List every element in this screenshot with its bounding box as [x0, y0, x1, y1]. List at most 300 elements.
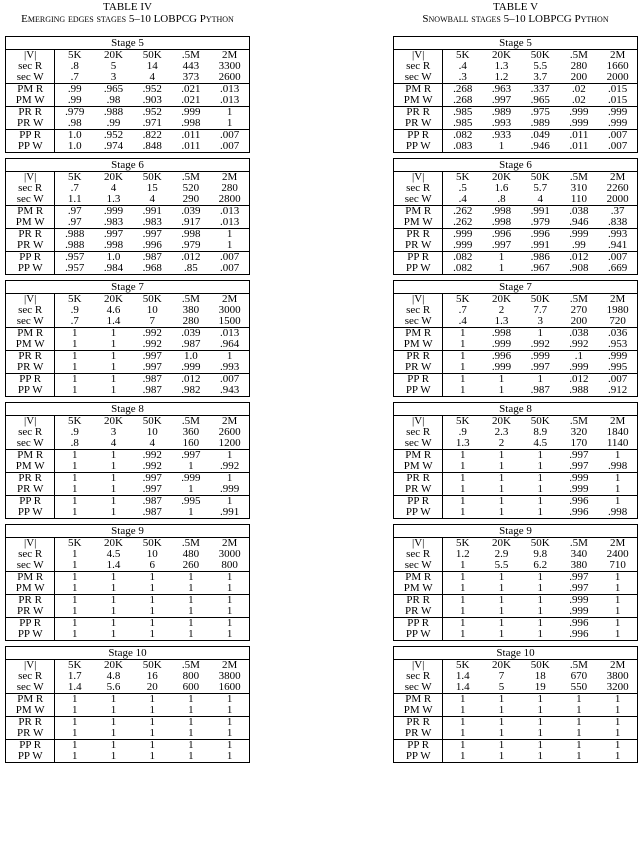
table-cell: 340	[570, 549, 588, 560]
table-cell: 1	[72, 385, 78, 396]
row-label: PP W	[6, 507, 55, 518]
column-header: .5M	[569, 172, 588, 183]
table-cell: 1	[498, 496, 505, 507]
table-row	[6, 72, 249, 83]
table-iv-caption: Emerging edges stages 5–10 LOBPCG Python	[21, 13, 234, 25]
table-cell: .8	[497, 194, 506, 205]
table-cell: 1	[188, 606, 194, 617]
table-cell: 1	[537, 507, 543, 518]
column-header: 5K	[68, 660, 82, 671]
table-cell: 1	[149, 705, 155, 716]
table-cell: 1	[149, 618, 155, 629]
table-cell: 1	[110, 705, 117, 716]
table-cell: 4	[149, 72, 155, 83]
header-row	[394, 172, 637, 183]
table-cell: 1	[498, 461, 505, 472]
table-cell: .997	[103, 229, 124, 240]
table-cell: .268	[453, 84, 473, 95]
table-cell: 1	[226, 595, 233, 606]
column-header: 20K	[104, 172, 123, 183]
table-cell: .082	[453, 263, 473, 274]
table-cell: .997	[181, 450, 201, 461]
table-cell: 1	[614, 450, 621, 461]
table-cell: 1	[110, 572, 117, 583]
row-label: PR R	[6, 107, 55, 118]
column-header: .5M	[569, 50, 588, 61]
row-group	[6, 106, 249, 129]
row-label-header: |V|	[394, 172, 443, 183]
row-label: PM W	[394, 217, 443, 228]
row-label: PM W	[6, 583, 55, 594]
header-row	[394, 50, 637, 61]
table-row	[6, 618, 249, 629]
table-cell: 1	[149, 606, 155, 617]
table-cell: .984	[103, 263, 124, 274]
table-cell: .996	[491, 351, 512, 362]
table-cell: .997	[142, 473, 162, 484]
table-cell: .965	[103, 84, 124, 95]
table-cell: 1	[460, 595, 466, 606]
table-cell: 1	[614, 705, 621, 716]
row-label: PR R	[394, 473, 443, 484]
column-header: 2M	[610, 50, 626, 61]
table-cell: .988	[103, 107, 124, 118]
row-group	[6, 61, 249, 83]
table-cell: .99	[106, 118, 121, 129]
table-row	[394, 595, 637, 606]
table-cell: .7	[70, 183, 79, 194]
table-cell: .933	[491, 130, 512, 141]
table-cell: .021	[181, 84, 201, 95]
column-header: 2M	[222, 50, 238, 61]
table-cell: 1.2	[494, 72, 509, 83]
column-header: 20K	[492, 50, 511, 61]
table-cell: 1	[110, 740, 117, 751]
table-cell: .993	[220, 362, 240, 373]
row-group	[6, 350, 249, 373]
table-cell: 1840	[606, 427, 629, 438]
column-header: .5M	[569, 660, 588, 671]
column-header: .5M	[181, 294, 200, 305]
table-cell: 1	[614, 629, 621, 640]
table-cell: 3000	[218, 305, 241, 316]
table-cell: 16	[146, 671, 158, 682]
column-header: 50K	[530, 660, 550, 671]
row-label: PM R	[394, 206, 443, 217]
row-label: sec R	[6, 305, 55, 316]
table-cell: 200	[570, 72, 588, 83]
table-cell: 1	[460, 473, 466, 484]
column-header: .5M	[181, 416, 200, 427]
row-label: PM W	[394, 583, 443, 594]
table-row	[6, 606, 249, 617]
row-label: sec R	[394, 427, 443, 438]
table-cell: .039	[181, 328, 201, 339]
table-cell: .98	[67, 118, 82, 129]
table-cell: .998	[181, 118, 201, 129]
row-label: sec R	[6, 427, 55, 438]
table-cell: .838	[608, 217, 628, 228]
table-cell: .007	[220, 141, 240, 152]
table-cell: 1	[576, 740, 582, 751]
table-cell: .998	[491, 217, 512, 228]
table-cell: 1	[72, 461, 78, 472]
table-row	[6, 717, 249, 728]
row-label: PR W	[394, 728, 443, 739]
table-cell: 1	[498, 450, 505, 461]
table-cell: 1.6	[494, 183, 509, 194]
table-cell: .987	[142, 496, 162, 507]
table-cell: .957	[65, 252, 85, 263]
table-cell: 1.3	[455, 438, 470, 449]
row-label-header: |V|	[6, 660, 55, 671]
table-row	[6, 183, 249, 194]
column-header: 2M	[222, 416, 238, 427]
table-row	[6, 450, 249, 461]
column-header: 20K	[104, 416, 123, 427]
table-cell: 1	[460, 496, 466, 507]
table-cell: 480	[182, 549, 200, 560]
table-cell: 2	[498, 305, 505, 316]
table-cell: 1	[537, 618, 543, 629]
table-cell: .049	[530, 130, 550, 141]
table-cell: 1	[614, 484, 621, 495]
table-cell: 170	[570, 438, 588, 449]
table-cell: .848	[142, 141, 162, 152]
table-row	[394, 629, 637, 640]
table-row	[394, 95, 637, 106]
table-cell: 1	[226, 583, 233, 594]
table-row	[6, 84, 249, 95]
table-cell: .012	[569, 374, 589, 385]
column-header: 20K	[492, 416, 511, 427]
table-cell: 1	[498, 717, 505, 728]
table-cell: 1	[226, 618, 233, 629]
table-row	[6, 61, 249, 72]
column-header: .5M	[569, 538, 588, 549]
stage-title: Stage 8	[394, 403, 637, 416]
table-cell: 1	[537, 583, 543, 594]
row-group	[394, 472, 637, 495]
column-header: 2M	[222, 294, 238, 305]
row-group	[6, 183, 249, 205]
table-cell: 800	[221, 560, 238, 571]
table-cell: .021	[181, 95, 201, 106]
table-cell: 1	[498, 583, 505, 594]
table-cell: .989	[491, 107, 512, 118]
table-cell: 1	[460, 450, 466, 461]
table-cell: 6.2	[533, 560, 548, 571]
table-row	[394, 141, 637, 152]
table-cell: .987	[530, 385, 550, 396]
table-row	[6, 229, 249, 240]
table-cell: .952	[142, 107, 162, 118]
table-v-title: TABLE V	[492, 1, 539, 13]
table-cell: 1	[460, 362, 466, 373]
table-row	[394, 549, 637, 560]
table-row	[394, 217, 637, 228]
table-cell: 9.8	[533, 549, 548, 560]
row-group	[6, 472, 249, 495]
table-row	[6, 141, 249, 152]
stage-title: Stage 10	[6, 647, 249, 660]
table-cell: 1.0	[184, 351, 198, 362]
row-label: sec W	[6, 682, 55, 693]
table-cell: .262	[453, 217, 473, 228]
row-label: PR W	[6, 362, 55, 373]
table-cell: .987	[142, 507, 162, 518]
table-cell: 1660	[606, 61, 629, 72]
row-label: PP R	[394, 496, 443, 507]
row-label: PM R	[394, 450, 443, 461]
table-cell: 1.3	[494, 316, 509, 327]
header-row	[394, 416, 637, 427]
table-cell: .3	[458, 72, 467, 83]
table-row	[6, 217, 249, 228]
table-cell: 1	[537, 740, 543, 751]
table-cell: 320	[570, 427, 588, 438]
table-cell: .999	[608, 118, 628, 129]
table-cell: 1	[72, 484, 78, 495]
table-cell: 18	[534, 671, 546, 682]
table-cell: 1	[72, 705, 78, 716]
table-cell: .997	[569, 572, 589, 583]
table-cell: 280	[182, 316, 200, 327]
column-header: 2M	[610, 294, 626, 305]
row-label: sec W	[6, 194, 55, 205]
row-label: sec W	[394, 72, 443, 83]
table-cell: 2600	[218, 72, 241, 83]
table-cell: 1	[72, 473, 78, 484]
row-group	[6, 671, 249, 693]
table-cell: 1600	[218, 682, 241, 693]
table-cell: 1	[537, 629, 543, 640]
table-cell: 1	[460, 507, 466, 518]
table-cell: .903	[142, 95, 162, 106]
table-cell: .991	[530, 206, 550, 217]
table-row	[394, 183, 637, 194]
table-cell: .013	[220, 95, 240, 106]
table-cell: .991	[220, 507, 240, 518]
table-row	[394, 305, 637, 316]
table-cell: 1	[226, 751, 233, 762]
table-cell: 1	[537, 717, 543, 728]
row-label: PP W	[394, 141, 443, 152]
header-row	[6, 538, 249, 549]
table-row	[394, 107, 637, 118]
table-cell: 1	[110, 461, 117, 472]
table-cell: 520	[182, 183, 200, 194]
table-cell: .998	[608, 461, 628, 472]
table-v-stages	[393, 36, 638, 763]
table-row	[394, 118, 637, 129]
table-row	[394, 263, 637, 274]
table-cell: 1	[72, 629, 78, 640]
table-row	[394, 252, 637, 263]
table-cell: 1	[110, 362, 117, 373]
table-row	[394, 751, 637, 762]
table-cell: .038	[569, 206, 589, 217]
column-header: 20K	[492, 660, 511, 671]
table-cell: 1	[537, 328, 543, 339]
table-cell: 1	[110, 351, 117, 362]
table-cell: 3	[537, 316, 543, 327]
table-row	[6, 572, 249, 583]
table-cell: 5.7	[533, 183, 548, 194]
table-cell: .971	[142, 118, 162, 129]
table-cell: 1	[72, 351, 78, 362]
table-cell: 1	[188, 507, 194, 518]
table-cell: 1	[460, 374, 466, 385]
table-cell: 2400	[606, 549, 629, 560]
table-cell: .965	[530, 95, 550, 106]
table-cell: .015	[608, 95, 628, 106]
table-cell: .337	[530, 84, 550, 95]
table-cell: 600	[182, 682, 200, 693]
table-cell: .999	[181, 107, 201, 118]
table-cell: .992	[220, 461, 240, 472]
table-cell: 3200	[606, 682, 629, 693]
table-row	[6, 461, 249, 472]
table-row	[394, 507, 637, 518]
table-cell: .979	[181, 240, 201, 251]
row-group	[394, 427, 637, 449]
table-cell: 1	[110, 328, 117, 339]
table-cell: 1	[72, 728, 78, 739]
row-label: PP W	[394, 263, 443, 274]
table-cell: 1	[537, 595, 543, 606]
row-label: sec W	[394, 560, 443, 571]
table-cell: .995	[181, 496, 201, 507]
table-cell: .999	[453, 240, 473, 251]
table-cell: 6	[149, 560, 155, 571]
stage-title: Stage 7	[394, 281, 637, 294]
row-label: PM R	[6, 694, 55, 705]
column-header: 2M	[610, 538, 626, 549]
table-row	[6, 351, 249, 362]
table-cell: 1	[498, 595, 505, 606]
table-cell: .9	[70, 427, 79, 438]
row-label: PM W	[394, 461, 443, 472]
table-row	[394, 438, 637, 449]
row-group	[394, 571, 637, 594]
table-row	[394, 72, 637, 83]
row-group	[394, 205, 637, 228]
table-cell: 3800	[606, 671, 629, 682]
stage-title: Stage 10	[394, 647, 637, 660]
table-cell: 1	[460, 560, 466, 571]
table-row	[6, 385, 249, 396]
table-cell: .999	[181, 473, 201, 484]
table-cell: 1	[72, 618, 78, 629]
column-header: 2M	[610, 416, 626, 427]
table-cell: .012	[181, 252, 201, 263]
table-cell: .007	[608, 252, 628, 263]
table-row	[6, 339, 249, 350]
table-cell: 1	[188, 740, 194, 751]
table-cell: .996	[142, 240, 162, 251]
table-cell: 1	[188, 484, 194, 495]
table-cell: .997	[569, 450, 589, 461]
table-cell: .952	[103, 130, 124, 141]
table-row	[6, 484, 249, 495]
row-group	[6, 739, 249, 762]
row-group	[394, 251, 637, 274]
table-cell: 1	[460, 705, 466, 716]
table-cell: 1	[537, 751, 543, 762]
table-cell: .987	[142, 374, 162, 385]
table-cell: 1200	[218, 438, 241, 449]
row-label: PM R	[394, 694, 443, 705]
stage-table	[393, 158, 638, 275]
table-cell: .967	[530, 263, 550, 274]
table-cell: 1	[72, 595, 78, 606]
row-label-header: |V|	[394, 660, 443, 671]
table-cell: 1	[110, 385, 117, 396]
table-cell: .8	[70, 61, 79, 72]
table-row	[6, 118, 249, 129]
stage-table	[393, 280, 638, 397]
table-cell: .998	[491, 328, 512, 339]
row-group	[6, 305, 249, 327]
column-header: 50K	[142, 416, 162, 427]
table-row	[6, 95, 249, 106]
row-label: PP R	[394, 252, 443, 263]
table-cell: 2600	[218, 427, 241, 438]
row-label-header: |V|	[6, 172, 55, 183]
column-header: .5M	[569, 416, 588, 427]
stage-title: Stage 5	[394, 37, 637, 50]
table-row	[6, 316, 249, 327]
column-header: 50K	[530, 50, 550, 61]
column-header: 5K	[456, 538, 470, 549]
table-cell: 1	[110, 484, 117, 495]
table-cell: .995	[608, 362, 628, 373]
row-label: PM W	[6, 461, 55, 472]
row-label-header: |V|	[6, 50, 55, 61]
table-cell: 4	[537, 194, 543, 205]
table-cell: .013	[220, 217, 240, 228]
table-cell: .982	[181, 385, 201, 396]
table-cell: .996	[569, 629, 589, 640]
table-v	[393, 0, 638, 768]
table-row	[394, 560, 637, 571]
table-cell: 1	[498, 484, 505, 495]
table-row	[394, 671, 637, 682]
table-cell: .979	[65, 107, 85, 118]
table-cell: 14	[146, 61, 158, 72]
table-cell: 1	[72, 450, 78, 461]
table-cell: 1	[226, 629, 233, 640]
table-cell: .99	[67, 95, 82, 106]
table-cell: .946	[569, 217, 589, 228]
table-cell: 1	[72, 362, 78, 373]
stage-table	[393, 36, 638, 153]
table-cell: .999	[569, 595, 589, 606]
row-group	[394, 716, 637, 739]
row-label: PM W	[394, 705, 443, 716]
row-label-header: |V|	[394, 538, 443, 549]
row-label: sec R	[394, 61, 443, 72]
table-cell: .992	[142, 461, 162, 472]
table-cell: 1.4	[455, 671, 470, 682]
table-row	[394, 339, 637, 350]
row-label: PR W	[394, 118, 443, 129]
table-cell: 1	[537, 705, 543, 716]
table-iv	[5, 0, 250, 768]
table-cell: 1	[498, 629, 505, 640]
table-cell: 1.2	[455, 549, 470, 560]
